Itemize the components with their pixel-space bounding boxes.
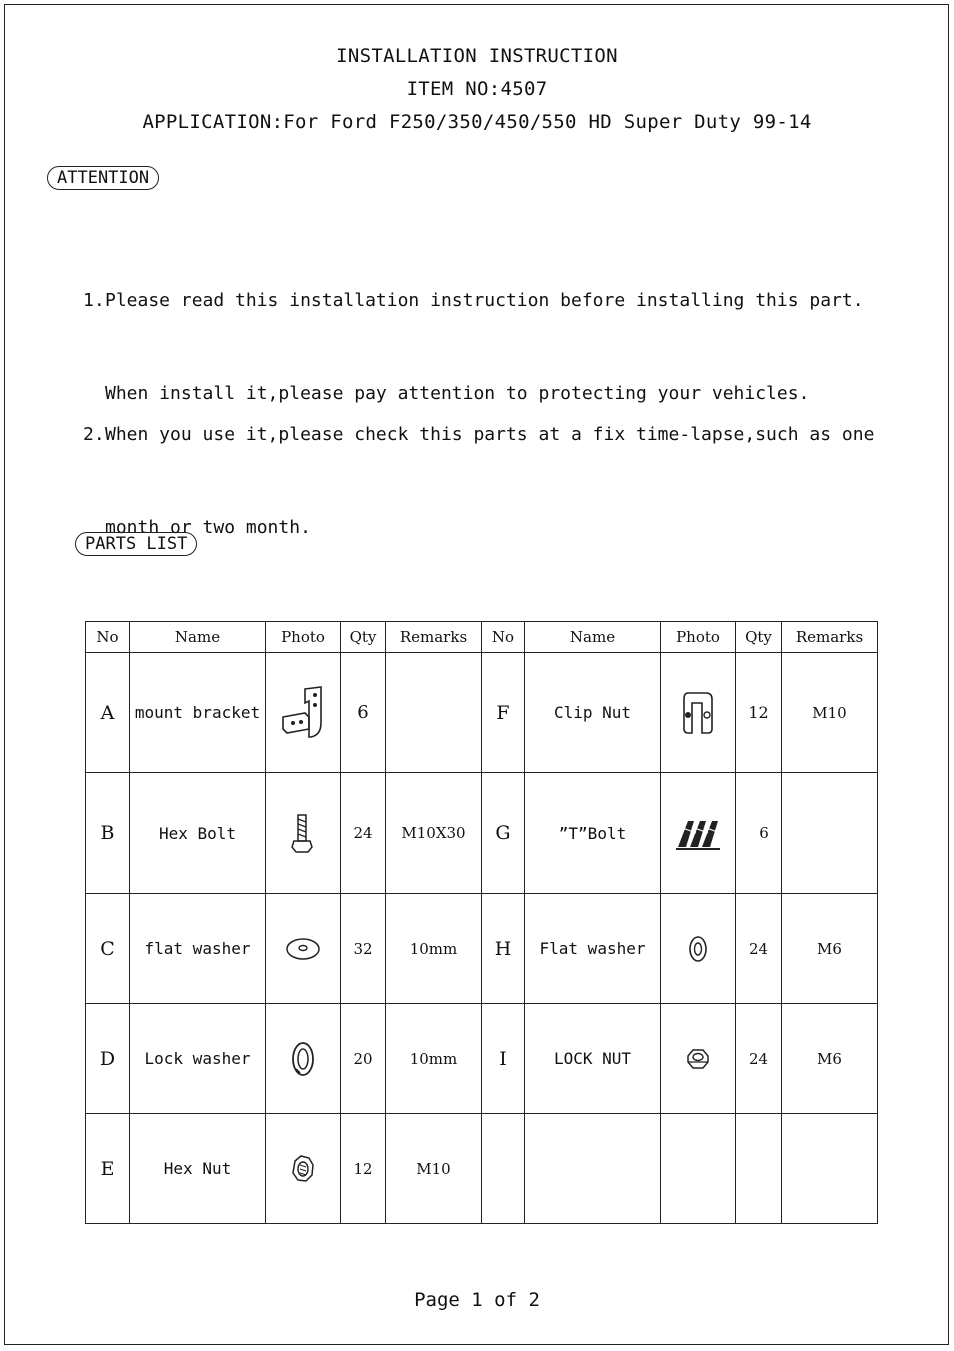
- part-name: flat washer: [130, 894, 266, 1004]
- part-qty: 24: [736, 1004, 782, 1114]
- part-photo: [266, 894, 341, 1004]
- attention-label: ATTENTION: [47, 166, 159, 190]
- part-remarks: M10: [386, 1114, 482, 1224]
- part-no: G: [482, 773, 525, 894]
- part-photo: [661, 653, 736, 773]
- part-no: H: [482, 894, 525, 1004]
- small-flat-washer-icon: [686, 934, 710, 964]
- part-qty: 12: [341, 1114, 386, 1224]
- part-photo: [266, 773, 341, 894]
- table-row: [86, 1004, 878, 1114]
- item-2-line2: month or two month.: [105, 517, 311, 538]
- table-row: [86, 653, 878, 773]
- doc-title: INSTALLATION INSTRUCTION: [336, 45, 618, 67]
- part-name: Lock washer: [130, 1004, 266, 1114]
- col-header: Remarks: [386, 622, 482, 653]
- item-1-line2: When install it,please pay attention to protecting your vehicles.: [105, 383, 810, 404]
- part-remarks: 10mm: [386, 894, 482, 1004]
- lock-nut-icon: [683, 1047, 713, 1071]
- col-header: Remarks: [782, 622, 878, 653]
- part-no: C: [86, 894, 130, 1004]
- part-name: ”T”Bolt: [525, 773, 661, 894]
- part-remarks: M10X30: [386, 773, 482, 894]
- part-photo: [661, 1004, 736, 1114]
- part-qty: 24: [341, 773, 386, 894]
- part-name: Clip Nut: [525, 653, 661, 773]
- item-1-number: 1.: [83, 290, 105, 311]
- attention-item-2: [83, 357, 874, 574]
- flat-washer-icon: [283, 934, 323, 964]
- part-name: mount bracket: [130, 653, 266, 773]
- part-no: A: [86, 653, 130, 773]
- item-2-number: 2.: [83, 424, 105, 445]
- part-qty: 32: [341, 894, 386, 1004]
- part-no: E: [86, 1114, 130, 1224]
- col-header: No: [86, 622, 130, 653]
- part-qty: 6: [736, 773, 782, 894]
- part-remarks: [782, 773, 878, 894]
- part-remarks: M6: [782, 894, 878, 1004]
- table-row: [86, 773, 878, 894]
- col-header: Qty: [341, 622, 386, 653]
- part-photo: [661, 773, 736, 894]
- col-header: Name: [130, 622, 266, 653]
- part-photo: [661, 1114, 736, 1224]
- part-remarks: [782, 1114, 878, 1224]
- table-row: [86, 894, 878, 1004]
- item-number: ITEM NO:4507: [406, 78, 548, 100]
- part-photo: [661, 894, 736, 1004]
- item-2-line1: When you use it,please check this parts at a fix time-lapse,such as one: [105, 424, 875, 445]
- part-qty: 24: [736, 894, 782, 1004]
- part-qty: [736, 1114, 782, 1224]
- clip-nut-icon: [678, 689, 718, 737]
- part-qty: 20: [341, 1004, 386, 1114]
- item-1-line1: Please read this installation instruction before installing this part.: [105, 290, 864, 311]
- part-qty: 6: [341, 653, 386, 773]
- hex-nut-icon: [289, 1153, 317, 1185]
- part-remarks: M6: [782, 1004, 878, 1114]
- page-number: Page 1 of 2: [414, 1289, 540, 1311]
- part-qty: 12: [736, 653, 782, 773]
- part-no: B: [86, 773, 130, 894]
- part-remarks: M10: [782, 653, 878, 773]
- part-photo: [266, 1004, 341, 1114]
- col-header: Qty: [736, 622, 782, 653]
- table-header-row: [86, 622, 878, 653]
- part-name: [525, 1114, 661, 1224]
- part-name: LOCK NUT: [525, 1004, 661, 1114]
- part-name: Hex Nut: [130, 1114, 266, 1224]
- part-no: F: [482, 653, 525, 773]
- lock-washer-icon: [289, 1039, 317, 1079]
- part-remarks: [386, 653, 482, 773]
- col-header: Photo: [266, 622, 341, 653]
- part-name: Flat washer: [525, 894, 661, 1004]
- col-header: Name: [525, 622, 661, 653]
- application-line: APPLICATION:For Ford F250/350/450/550 HD Super Duty 99-14: [142, 111, 812, 133]
- t-bolt-icon: [674, 813, 722, 853]
- part-no: [482, 1114, 525, 1224]
- table-row: [86, 1114, 878, 1224]
- part-name: Hex Bolt: [130, 773, 266, 894]
- part-photo: [266, 653, 341, 773]
- part-remarks: 10mm: [386, 1004, 482, 1114]
- part-no: D: [86, 1004, 130, 1114]
- parts-table: [85, 621, 878, 1224]
- bracket-icon: [275, 683, 331, 743]
- col-header: No: [482, 622, 525, 653]
- parts-list-label: PARTS LIST: [75, 532, 197, 556]
- part-no: I: [482, 1004, 525, 1114]
- col-header: Photo: [661, 622, 736, 653]
- part-photo: [266, 1114, 341, 1224]
- hex-bolt-icon: [288, 811, 318, 855]
